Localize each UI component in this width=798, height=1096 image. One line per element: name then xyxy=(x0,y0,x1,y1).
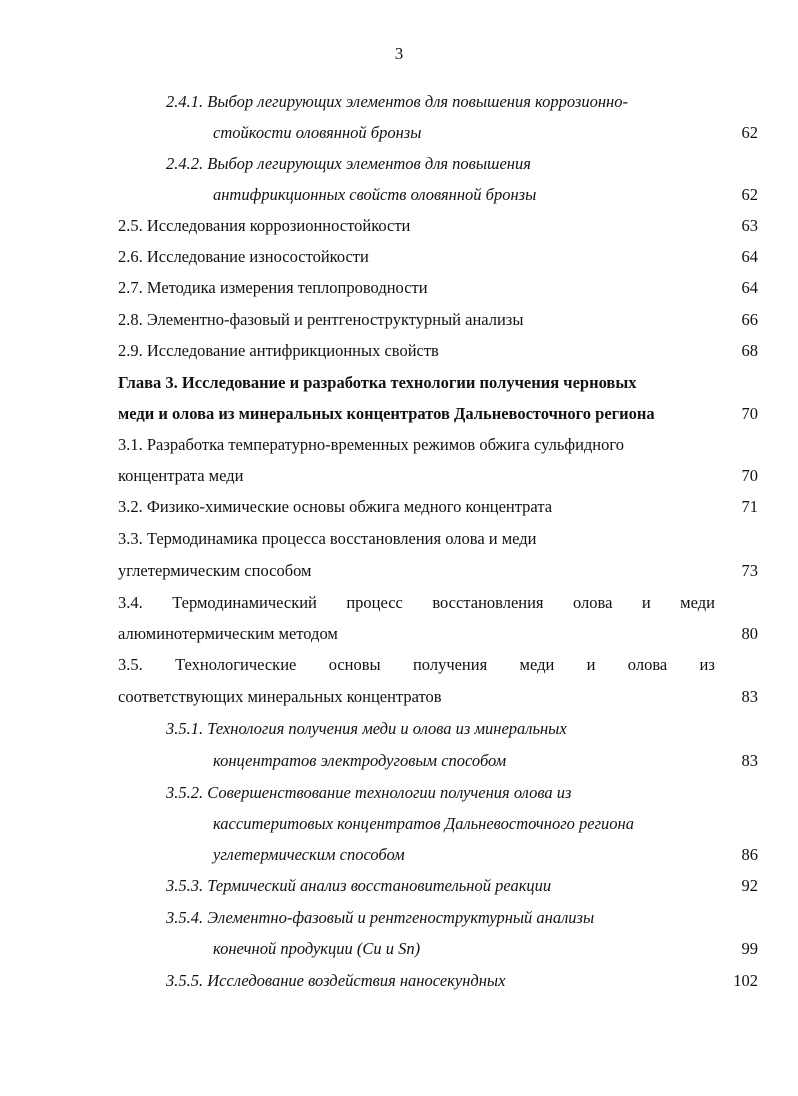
word: 3.5. xyxy=(118,655,143,674)
toc-page-2-4-2: 62 xyxy=(741,185,758,204)
toc-page-3-5-1: 83 xyxy=(741,751,758,770)
toc-entry-3-3-line2: углетермическим способом xyxy=(118,561,312,580)
word: меди xyxy=(519,655,555,674)
toc-entry-2-4-1-line1: 2.4.1. Выбор легирующих элементов для повышения коррозионно- xyxy=(166,92,628,111)
word: процесс xyxy=(346,593,403,612)
toc-entry-3-4-line1 xyxy=(118,591,715,615)
word: олова xyxy=(627,655,668,674)
word: Термодинамический xyxy=(172,593,317,612)
toc-page-3-5-2: 86 xyxy=(741,845,758,864)
toc-page-3-5-4: 99 xyxy=(741,939,758,958)
word: получения xyxy=(412,655,488,674)
toc-page-2-7: 64 xyxy=(741,278,758,297)
toc-entry-3-2: 3.2. Физико-химические основы обжига медного концентрата xyxy=(118,497,553,516)
toc-page-3-3: 73 xyxy=(741,561,758,580)
toc-page-2-5: 63 xyxy=(741,216,758,235)
toc-entry-3-5-line1 xyxy=(118,653,715,677)
word: и xyxy=(641,593,651,612)
toc-page-2-8: 66 xyxy=(741,310,758,329)
word: 3.4. xyxy=(118,593,143,612)
toc-entry-3-4-line2: алюминотермическим методом xyxy=(118,624,338,643)
toc-page-2-9: 68 xyxy=(741,341,758,360)
toc-entry-2-6: 2.6. Исследование износостойкости xyxy=(118,247,369,266)
toc-entry-3-5-2-line3: углетермическим способом xyxy=(213,845,405,864)
word: меди xyxy=(680,593,715,612)
word: основы xyxy=(328,655,381,674)
toc-chapter-3-line2: меди и олова из минеральных концентратов Дальневосточного региона xyxy=(118,404,655,423)
toc-page-3-1: 70 xyxy=(741,466,758,485)
toc-entry-3-5-1-line2: концентратов электродуговым способом xyxy=(213,751,507,770)
toc-entry-2-4-2-line2: антифрикционных свойств оловянной бронзы xyxy=(213,185,537,204)
toc-entry-3-3-line1: 3.3. Термодинамика процесса восстановления олова и меди xyxy=(118,529,537,548)
toc-entry-2-8: 2.8. Элементно-фазовый и рентгеноструктурный анализы xyxy=(118,310,524,329)
toc-page-3-5-5: 102 xyxy=(733,971,758,990)
toc-entry-3-5-4-line2: конечной продукции (Cu и Sn) xyxy=(213,939,421,958)
toc-entry-2-9: 2.9. Исследование антифрикционных свойств xyxy=(118,341,439,360)
word: и xyxy=(586,655,596,674)
toc-entry-3-5-line2: соответствующих минеральных концентратов xyxy=(118,687,442,706)
toc-entry-2-7: 2.7. Методика измерения теплопроводности xyxy=(118,278,428,297)
toc-entry-3-5-4-line1: 3.5.4. Элементно-фазовый и рентгеноструктурный анализы xyxy=(166,908,595,927)
toc-entry-3-5-1-line1: 3.5.1. Технология получения меди и олова из минеральных xyxy=(166,719,567,738)
word: Технологические xyxy=(175,655,297,674)
toc-entry-3-1-line2: концентрата меди xyxy=(118,466,244,485)
toc-entry-3-5-5: 3.5.5. Исследование воздействия наносекундных xyxy=(166,971,506,990)
toc-page-3-5-3: 92 xyxy=(741,876,758,895)
word: восстановления xyxy=(432,593,544,612)
toc-entry-3-5-2-line2: касситеритовых концентратов Дальневосточного региона xyxy=(213,814,634,833)
toc-entry-2-4-2-line1: 2.4.2. Выбор легирующих элементов для повышения xyxy=(166,154,531,173)
page-number: 3 xyxy=(394,44,404,63)
toc-entry-3-5-3: 3.5.3. Термический анализ восстановительной реакции xyxy=(166,876,552,895)
toc-page-3-5: 83 xyxy=(741,687,758,706)
toc-chapter-3-line1: Глава 3. Исследование и разработка технологии получения черновых xyxy=(118,373,637,392)
toc-entry-2-4-1-line2: стойкости оловянной бронзы xyxy=(213,123,422,142)
toc-entry-3-1-line1: 3.1. Разработка температурно-временных режимов обжига сульфидного xyxy=(118,435,624,454)
toc-page-2-4-1: 62 xyxy=(741,123,758,142)
toc-page-3-2: 71 xyxy=(741,497,758,516)
word: олова xyxy=(572,593,613,612)
toc-page-2-6: 64 xyxy=(741,247,758,266)
toc-entry-3-5-2-line1: 3.5.2. Совершенствование технологии получения олова из xyxy=(166,783,572,802)
toc-entry-2-5: 2.5. Исследования коррозионностойкости xyxy=(118,216,411,235)
word: из xyxy=(699,655,715,674)
toc-page-3-4: 80 xyxy=(741,624,758,643)
toc-page-chapter-3: 70 xyxy=(741,404,758,423)
